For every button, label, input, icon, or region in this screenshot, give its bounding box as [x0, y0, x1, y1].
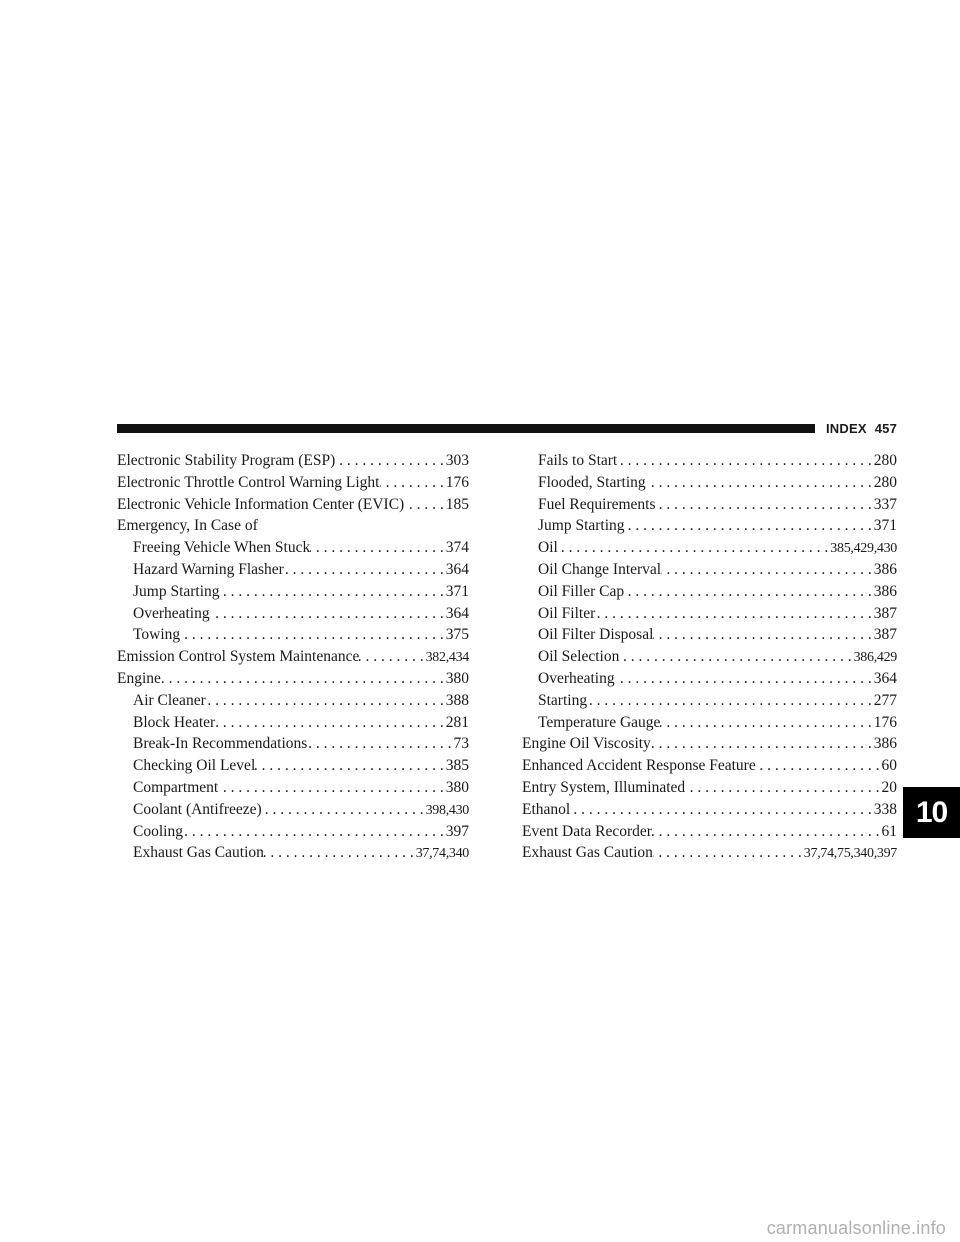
dot-leader	[617, 450, 874, 472]
dot-leader	[646, 472, 874, 494]
index-entry[interactable]	[117, 603, 469, 625]
entry-label: Flooded, Starting	[538, 473, 646, 491]
entry-label: Engine	[117, 669, 161, 687]
index-entry[interactable]	[522, 777, 897, 799]
entry-label: Compartment	[133, 778, 219, 796]
entry-page-reference[interactable]: 375	[445, 626, 469, 644]
entry-label: Electronic Vehicle Information Center (EVIC)	[117, 495, 405, 513]
entry-label: Event Data Recorder	[522, 822, 652, 840]
entry-label: Ethanol	[522, 800, 571, 818]
entry-label: Oil Filter Disposal	[538, 626, 654, 644]
entry-page-reference[interactable]: 277	[873, 691, 897, 709]
dot-leader	[404, 494, 446, 516]
dot-leader	[656, 494, 874, 516]
dot-leader	[625, 515, 874, 537]
entry-label: Electronic Throttle Control Warning Light	[117, 473, 380, 491]
entry-page-reference[interactable]: 374	[445, 539, 469, 557]
entry-page-reference[interactable]: 20	[881, 778, 897, 796]
index-entry[interactable]	[522, 821, 897, 843]
dot-leader	[183, 821, 446, 843]
entry-page-reference[interactable]: 387	[873, 604, 897, 622]
dot-leader	[218, 777, 446, 799]
entry-page-reference[interactable]: 387	[873, 626, 897, 644]
dot-leader	[262, 799, 426, 821]
entry-page-reference[interactable]: 37,74,340	[415, 846, 469, 862]
index-entry[interactable]	[522, 450, 897, 472]
entry-label: Freeing Vehicle When Stuck	[133, 539, 311, 557]
dot-leader	[685, 777, 881, 799]
dot-leader	[570, 799, 874, 821]
entry-page-reference[interactable]: 386,429	[853, 650, 897, 666]
index-entry[interactable]	[522, 755, 897, 777]
index-entry[interactable]	[522, 494, 897, 516]
dot-leader	[264, 842, 416, 864]
index-entry[interactable]	[117, 581, 469, 603]
entry-label: Emission Control System Maintenance	[117, 648, 360, 666]
entry-page-reference[interactable]: 388	[445, 691, 469, 709]
dot-leader	[587, 690, 874, 712]
entry-label: Air Cleaner	[133, 691, 206, 709]
index-entry[interactable]	[522, 690, 897, 712]
dot-leader	[310, 537, 446, 559]
entry-label: Oil Selection	[538, 648, 620, 666]
dot-leader	[652, 821, 882, 843]
dot-leader	[220, 581, 446, 603]
section-title: INDEX	[826, 421, 867, 436]
header-rule	[117, 424, 815, 433]
index-entry[interactable]	[117, 777, 469, 799]
entry-page-reference[interactable]: 280	[873, 452, 897, 469]
entry-label: Towing	[133, 626, 181, 644]
index-entry[interactable]	[522, 842, 897, 864]
index-entry[interactable]	[117, 646, 469, 668]
dot-leader	[359, 646, 425, 668]
dot-leader	[307, 733, 453, 755]
running-header	[826, 419, 897, 439]
entry-page-reference[interactable]: 386	[873, 560, 897, 578]
index-entry[interactable]	[522, 668, 897, 690]
entry-page-reference[interactable]: 397	[445, 822, 469, 840]
dot-leader	[619, 646, 853, 668]
index-entry[interactable]	[117, 494, 469, 516]
page-number: 457	[874, 421, 898, 436]
dot-leader	[661, 559, 874, 581]
dot-leader	[653, 624, 873, 646]
dot-leader	[653, 842, 804, 864]
entry-page-reference[interactable]: 185	[445, 495, 469, 513]
dot-leader	[335, 450, 445, 472]
index-entry[interactable]	[522, 537, 897, 559]
index-entry[interactable]	[117, 624, 469, 646]
dot-leader	[161, 668, 446, 690]
entry-page-reference[interactable]: 176	[873, 713, 897, 731]
entry-page-reference[interactable]: 280	[873, 473, 897, 491]
index-entry[interactable]	[522, 733, 897, 755]
entry-label: Fuel Requirements	[538, 495, 656, 513]
entry-page-reference[interactable]: 61	[881, 822, 897, 840]
index-entry[interactable]	[117, 733, 469, 755]
index-entry[interactable]	[117, 515, 469, 537]
index-column-left	[117, 450, 469, 864]
dot-leader	[215, 712, 446, 734]
entry-page-reference[interactable]: 364	[445, 560, 469, 578]
dot-leader	[255, 755, 446, 777]
dot-leader	[206, 690, 446, 712]
entry-label: Oil Change Interval	[538, 560, 662, 578]
dot-leader	[380, 472, 446, 494]
index-entry[interactable]	[117, 821, 469, 843]
entry-label: Entry System, Illuminated	[522, 778, 686, 796]
dot-leader	[624, 581, 874, 603]
dot-leader	[284, 559, 446, 581]
entry-page-reference[interactable]: 386	[873, 735, 897, 753]
entry-page-reference[interactable]: 73	[453, 735, 469, 753]
dot-leader	[660, 712, 873, 734]
entry-label: Jump Starting	[133, 582, 220, 600]
index-entry[interactable]	[117, 690, 469, 712]
entry-label: Emergency, In Case of	[117, 517, 258, 535]
entry-page-reference[interactable]: 380	[445, 669, 469, 687]
index-entry[interactable]	[522, 472, 897, 494]
index-entry[interactable]	[522, 581, 897, 603]
dot-leader	[615, 668, 874, 690]
entry-label: Coolant (Antifreeze)	[133, 800, 262, 818]
entry-page-reference[interactable]: 37,74,75,340,397	[803, 846, 897, 862]
entry-page-reference[interactable]: 176	[445, 473, 469, 491]
entry-label: Enhanced Accident Response Feature	[522, 757, 756, 775]
entry-label: Oil Filter	[538, 604, 596, 622]
entry-page-reference[interactable]: 364	[873, 669, 897, 687]
entry-page-reference[interactable]: 385,429,430	[830, 541, 897, 557]
index-entry[interactable]	[117, 537, 469, 559]
index-entry[interactable]	[522, 646, 897, 668]
index-entry[interactable]	[117, 559, 469, 581]
entry-page-reference[interactable]: 60	[881, 757, 897, 775]
entry-label: Exhaust Gas Caution	[522, 844, 653, 862]
dot-leader	[651, 733, 874, 755]
entry-label: Overheating	[538, 669, 615, 687]
entry-page-reference[interactable]: 338	[873, 800, 897, 818]
entry-label: Checking Oil Level	[133, 757, 256, 775]
entry-label: Exhaust Gas Caution	[133, 844, 264, 862]
index-entry[interactable]	[117, 799, 469, 821]
entry-label: Overheating	[133, 604, 210, 622]
entry-label: Hazard Warning Flasher	[133, 560, 284, 578]
index-entry[interactable]	[522, 799, 897, 821]
entry-page-reference[interactable]: 382,434	[425, 650, 469, 666]
dot-leader	[595, 603, 873, 625]
watermark: carmanualsonline.info	[766, 1218, 946, 1238]
entry-label: Oil Filler Cap	[538, 582, 625, 600]
entry-page-reference[interactable]: 281	[445, 713, 469, 731]
index-column-right	[522, 450, 897, 864]
entry-label: Fails to Start	[538, 452, 618, 469]
index-entry[interactable]	[117, 842, 469, 864]
index-entry[interactable]	[522, 712, 897, 734]
entry-page-reference[interactable]: 303	[445, 452, 469, 469]
index-entry[interactable]	[117, 712, 469, 734]
entry-page-reference[interactable]: 380	[445, 778, 469, 796]
entry-label: Electronic Stability Program (ESP)	[117, 452, 336, 469]
entry-page-reference[interactable]: 371	[445, 582, 469, 600]
entry-page-reference[interactable]: 386	[873, 582, 897, 600]
index-entry[interactable]	[522, 603, 897, 625]
index-entry[interactable]	[522, 559, 897, 581]
index-entry[interactable]	[117, 668, 469, 690]
entry-label: Jump Starting	[538, 517, 625, 535]
dot-leader	[210, 603, 446, 625]
index-entry[interactable]	[117, 755, 469, 777]
index-entry[interactable]	[117, 472, 469, 494]
index-entry[interactable]	[522, 624, 897, 646]
entry-page-reference[interactable]: 364	[445, 604, 469, 622]
index-entry[interactable]	[117, 450, 469, 472]
chapter-tab[interactable]: 10	[903, 787, 960, 838]
index-entry[interactable]	[522, 515, 897, 537]
entry-label: Cooling	[133, 822, 183, 840]
entry-page-reference[interactable]: 371	[873, 517, 897, 535]
dot-leader	[558, 537, 830, 559]
dot-leader	[180, 624, 446, 646]
entry-page-reference[interactable]: 398,430	[425, 802, 469, 818]
entry-label: Break-In Recommendations	[133, 735, 308, 753]
entry-page-reference[interactable]: 337	[873, 495, 897, 513]
entry-label: Engine Oil Viscosity	[522, 735, 651, 753]
entry-label: Starting	[538, 691, 588, 709]
entry-label: Block Heater	[133, 713, 216, 731]
entry-page-reference[interactable]: 385	[445, 757, 469, 775]
entry-label: Temperature Gauge	[538, 713, 661, 731]
dot-leader	[756, 755, 882, 777]
entry-label: Oil	[538, 539, 558, 557]
